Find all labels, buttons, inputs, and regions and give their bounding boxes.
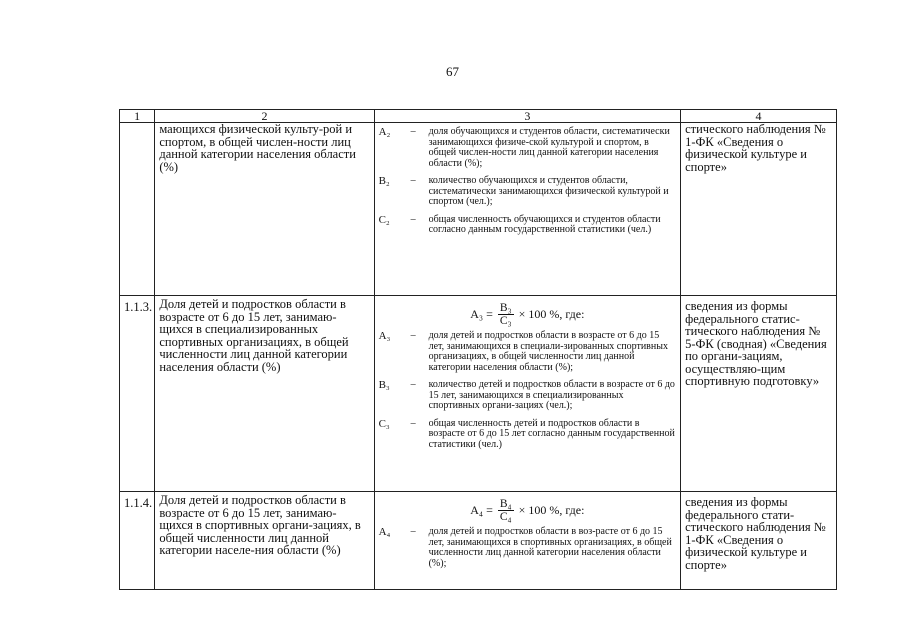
variable-definition — [379, 331, 677, 373]
variable-symbol: C₂ — [378, 213, 390, 226]
table-header-row — [120, 110, 837, 123]
column-header: 1 — [120, 110, 155, 123]
variable-definition — [379, 380, 677, 412]
variable-definition — [379, 127, 677, 169]
data-source: сведения из формы федерального стати-стического наблюдения № 1-ФК «Сведения о физической культуре и спорте» — [681, 492, 837, 590]
variable-definition — [379, 527, 677, 569]
indicator-code: 1.1.3. — [120, 296, 155, 492]
page-number: 67 — [446, 64, 459, 79]
calculation-method — [374, 492, 681, 590]
dash: – — [410, 330, 416, 341]
dash: – — [410, 213, 416, 225]
dash: – — [410, 417, 416, 429]
variable-description: общая численность обучающихся и студентов области согласно данным государственной статистики (чел.) — [428, 213, 661, 235]
formula-denominator: C₄ — [499, 511, 512, 523]
variable-description: доля детей и подростков области в воз-расте от 6 до 15 лет, занимающихся в спортивных организациях, в общей численности лиц данной категории населения области (%); — [428, 526, 672, 569]
dash: – — [410, 126, 416, 137]
indicator-code: 1.1.4. — [120, 492, 155, 590]
formula-lhs: A₄ = — [470, 503, 493, 517]
indicator-code — [120, 123, 155, 296]
dash: – — [410, 526, 416, 537]
formula-numerator: B₄ — [499, 498, 512, 510]
formula-fraction — [498, 498, 514, 523]
formula-numerator: B₃ — [499, 302, 512, 314]
variable-symbol: C₃ — [378, 417, 390, 430]
variable-description: доля детей и подростков области в возрасте от 6 до 15 лет, занимающихся в специали-зированных спортивных организациях, в общей численности лиц данной категории населения области (%); — [428, 330, 668, 373]
variable-symbol: B₃ — [378, 379, 390, 391]
formula-denominator: C₃ — [499, 315, 512, 327]
calculation-method — [374, 296, 681, 492]
table-row — [120, 296, 837, 492]
dash: – — [410, 379, 416, 390]
variable-definition — [379, 176, 677, 208]
variable-description: общая численность детей и подростков области в возрасте от 6 до 15 лет согласно данным государственной статистики (чел.) — [428, 417, 675, 450]
dash: – — [410, 175, 416, 186]
variable-symbol: A₂ — [378, 126, 391, 138]
column-header: 2 — [155, 110, 374, 123]
indicator-table — [119, 109, 837, 590]
formula-rhs: × 100 %, где: — [518, 503, 585, 517]
variable-symbol: A₄ — [378, 526, 391, 538]
variable-symbol: A₃ — [378, 330, 391, 342]
indicator-name: Доля детей и подростков области в возрасте от 6 до 15 лет, занимаю-щихся в специализированных спортивных организациях, в общей численности лиц данной категории населения области (%) — [155, 296, 374, 492]
formula-lhs: A₃ = — [470, 307, 493, 321]
indicator-name: Доля детей и подростков области в возрасте от 6 до 15 лет, занимаю-щихся в спортивных органи-зациях, в общей численности лиц данной категории населе-ния области (%) — [155, 492, 374, 590]
formula — [379, 296, 677, 331]
formula-fraction — [498, 302, 514, 327]
variable-description: количество обучающихся и студентов области, систематически занимающихся физической культурой и спортом (чел.); — [428, 175, 669, 207]
table-row — [120, 123, 837, 296]
formula-rhs: × 100 %, где: — [518, 307, 585, 321]
variable-definition — [379, 419, 677, 451]
data-source: стического наблюдения № 1-ФК «Сведения о физической культуре и спорте» — [681, 123, 837, 296]
data-source: сведения из формы федерального статис-тического наблюдения № 5-ФК (сводная) «Сведения по органи-зациям, осуществляю-щим спортивную подготовку» — [681, 296, 837, 492]
table-row — [120, 492, 837, 590]
formula — [379, 492, 677, 527]
column-header: 3 — [374, 110, 681, 123]
variable-definition — [379, 215, 677, 236]
column-header: 4 — [681, 110, 837, 123]
variable-symbol: B₂ — [378, 175, 390, 187]
calculation-method — [374, 123, 681, 296]
variable-description: доля обучающихся и студентов области, систематически занимающихся физиче-ской культурой и спортом, в общей числен-ности лиц данной категории населения области (%); — [428, 126, 670, 169]
variable-description: количество детей и подростков области в возрасте от 6 до 15 лет, занимающихся в специализированных спортивных органи-зациях (чел.); — [428, 379, 675, 411]
indicator-name: мающихся физической культу-рой и спортом, в общей числен-ности лиц данной категории населения области (%) — [155, 123, 374, 296]
